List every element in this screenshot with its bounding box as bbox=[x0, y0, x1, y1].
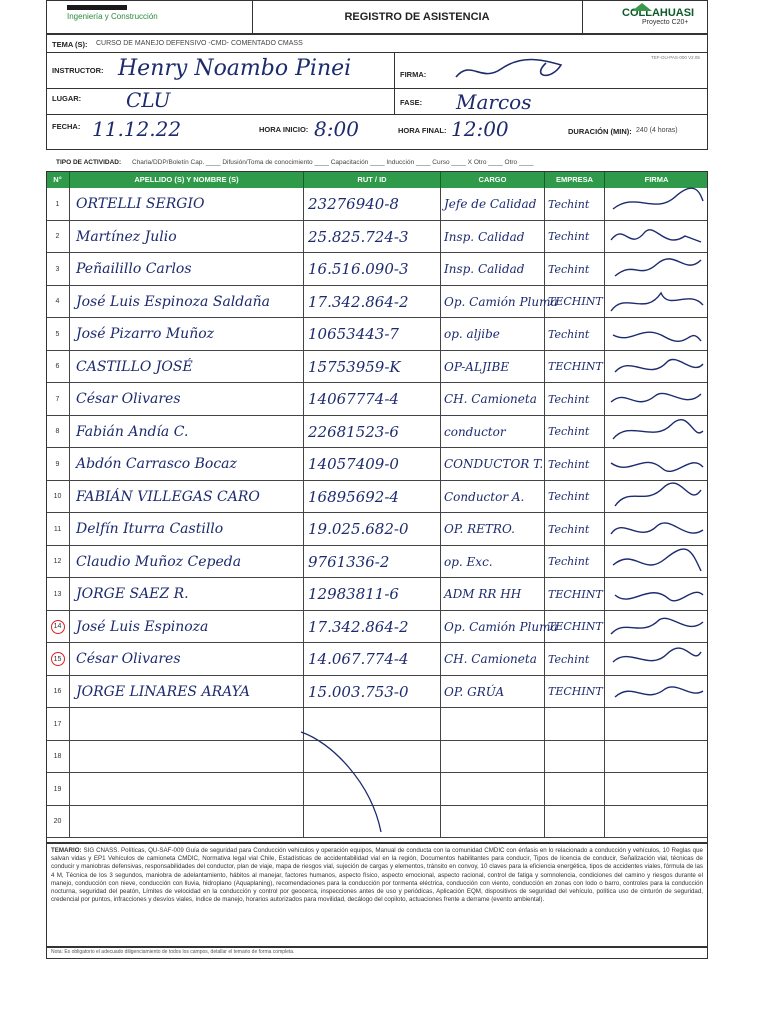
participant-empresa bbox=[545, 741, 605, 773]
col-header-firma: FIRMA bbox=[644, 175, 669, 184]
col-header-rut: RUT / ID bbox=[304, 171, 441, 188]
participant-signature bbox=[605, 806, 708, 838]
row-number bbox=[46, 351, 70, 383]
participant-name bbox=[70, 773, 304, 805]
participant-name: Peñailillo Carlos bbox=[70, 253, 304, 285]
collahuasi-logo bbox=[622, 7, 694, 26]
participant-rut: 16.516.090-3 bbox=[304, 253, 441, 285]
table-row bbox=[46, 643, 708, 676]
row-number bbox=[46, 188, 70, 220]
signature-scribble bbox=[605, 612, 705, 642]
signature-scribble bbox=[605, 254, 705, 284]
participant-cargo: OP. GRÚA bbox=[441, 676, 545, 708]
participant-signature bbox=[605, 741, 708, 773]
row-number bbox=[46, 221, 70, 253]
participant-rut: 22681523-6 bbox=[304, 416, 441, 448]
row-number-text: 17 bbox=[53, 720, 62, 728]
table-row bbox=[46, 416, 708, 449]
hora-final-value: 12:00 bbox=[451, 117, 509, 141]
instructor-signature bbox=[451, 55, 571, 85]
participant-cargo: op. aljibe bbox=[441, 318, 545, 350]
signature-scribble bbox=[605, 482, 705, 512]
table-row bbox=[46, 188, 708, 221]
row-number bbox=[46, 383, 70, 415]
row-number-text: 9 bbox=[55, 460, 60, 468]
participant-signature bbox=[605, 481, 708, 513]
row-number bbox=[46, 708, 70, 740]
row-number-text: 18 bbox=[53, 753, 62, 760]
participant-empresa bbox=[545, 708, 605, 740]
participant-name: José Pizarro Muñoz bbox=[70, 318, 304, 350]
tema-value: CURSO DE MANEJO DEFENSIVO -CMD- COMENTADO CMASS bbox=[96, 40, 303, 47]
participant-cargo: CONDUCTOR T. bbox=[441, 448, 545, 480]
temario-block bbox=[46, 843, 708, 947]
row-number-text: 19 bbox=[53, 785, 62, 793]
document-header bbox=[46, 0, 708, 34]
participant-signature bbox=[605, 578, 708, 610]
row-number-text: 6 bbox=[55, 363, 60, 370]
table-row bbox=[46, 676, 708, 709]
lugar-label: LUGAR: bbox=[52, 94, 82, 103]
participant-empresa: Techint bbox=[545, 318, 605, 350]
row-number-text: 1 bbox=[55, 200, 60, 208]
instructor-label: INSTRUCTOR: bbox=[52, 66, 104, 75]
participant-cargo bbox=[441, 741, 545, 773]
firma-label: FIRMA: bbox=[400, 70, 427, 79]
participant-cargo: Jefe de Calidad bbox=[441, 188, 545, 220]
table-row bbox=[46, 481, 708, 514]
activity-label: TIPO DE ACTIVIDAD: bbox=[56, 159, 122, 166]
row-number bbox=[46, 546, 70, 578]
signature-scribble bbox=[605, 287, 705, 317]
row-number bbox=[46, 286, 70, 318]
mountain-icon bbox=[632, 3, 652, 11]
table-row bbox=[46, 448, 708, 481]
fase-label: FASE: bbox=[400, 98, 423, 107]
row-number bbox=[46, 481, 70, 513]
participant-name: José Luis Espinoza Saldaña bbox=[70, 286, 304, 318]
table-row bbox=[46, 546, 708, 579]
participant-cargo: Insp. Calidad bbox=[441, 253, 545, 285]
contractor-tagline: Ingeniería y Construcción bbox=[67, 12, 158, 21]
table-row bbox=[46, 286, 708, 319]
row-number bbox=[46, 676, 70, 708]
row-number bbox=[46, 513, 70, 545]
signature-scribble bbox=[605, 677, 705, 707]
participant-rut: 9761336-2 bbox=[304, 546, 441, 578]
signature-scribble bbox=[605, 319, 705, 349]
row-number-text: 10 bbox=[53, 493, 62, 500]
project-name: Proyecto C20+ bbox=[642, 19, 689, 26]
row-number-text: 5 bbox=[55, 330, 60, 338]
lugar-value: CLU bbox=[126, 88, 171, 112]
row-number-text: 16 bbox=[53, 688, 62, 695]
participant-empresa: TECHINT bbox=[545, 351, 605, 383]
col-header-name: APELLIDO (S) Y NOMBRE (S) bbox=[70, 171, 304, 188]
fecha-label: FECHA: bbox=[52, 122, 81, 131]
participant-cargo: conductor bbox=[441, 416, 545, 448]
participant-name: Fabián Andía C. bbox=[70, 416, 304, 448]
participant-empresa: TECHINT bbox=[545, 578, 605, 610]
participant-name: Martínez Julio bbox=[70, 221, 304, 253]
table-row bbox=[46, 351, 708, 384]
participant-empresa: Techint bbox=[545, 513, 605, 545]
table-row bbox=[46, 513, 708, 546]
participant-cargo: OP. RETRO. bbox=[441, 513, 545, 545]
participant-name: César Olivares bbox=[70, 643, 304, 675]
participant-cargo bbox=[441, 708, 545, 740]
divider bbox=[394, 52, 395, 114]
row-number bbox=[46, 611, 70, 643]
row-number-text: 15 bbox=[53, 655, 62, 663]
duracion-value: 240 (4 horas) bbox=[636, 127, 678, 134]
participant-rut: 23276940-8 bbox=[304, 188, 441, 220]
participant-empresa: Techint bbox=[545, 416, 605, 448]
participant-signature bbox=[605, 513, 708, 545]
participant-rut: 12983811-6 bbox=[304, 578, 441, 610]
participant-rut: 17.342.864-2 bbox=[304, 286, 441, 318]
participant-name: JORGE LINARES ARAYA bbox=[70, 676, 304, 708]
participant-rut: 25.825.724-3 bbox=[304, 221, 441, 253]
table-row bbox=[46, 221, 708, 254]
activity-options: Charla/DDP/Boletín Cap. ____ Difusión/Toma de conocimiento ____ Capacitación ____ Inducción ____ Curso ____ X Otro ____ Otro ____ bbox=[132, 159, 534, 166]
participant-rut: 17.342.864-2 bbox=[304, 611, 441, 643]
document-title: REGISTRO DE ASISTENCIA bbox=[252, 1, 583, 33]
participant-name: José Luis Espinoza bbox=[70, 611, 304, 643]
form-code: TEF-OU-PAS-000 V2.05 bbox=[651, 55, 700, 60]
participant-cargo: Op. Camión Pluma bbox=[441, 286, 545, 318]
right-logo-cell bbox=[582, 1, 707, 33]
signature-scribble bbox=[605, 222, 705, 252]
left-logo-cell bbox=[47, 1, 253, 33]
row-number bbox=[46, 578, 70, 610]
participant-signature bbox=[605, 221, 708, 253]
highlight-circle bbox=[51, 620, 65, 634]
table-row bbox=[46, 383, 708, 416]
participant-empresa: Techint bbox=[545, 643, 605, 675]
table-row bbox=[46, 578, 708, 611]
participant-signature bbox=[605, 708, 708, 740]
table-row bbox=[46, 611, 708, 644]
participant-signature bbox=[605, 318, 708, 350]
participant-signature bbox=[605, 383, 708, 415]
divider bbox=[46, 52, 708, 53]
participant-signature bbox=[605, 286, 708, 318]
highlight-circle bbox=[51, 652, 65, 666]
fase-value: Marcos bbox=[456, 90, 532, 114]
participant-empresa: Techint bbox=[545, 383, 605, 415]
participant-name: Delfín Iturra Castillo bbox=[70, 513, 304, 545]
participant-signature bbox=[605, 253, 708, 285]
contractor-logo bbox=[67, 5, 158, 21]
participant-signature bbox=[605, 416, 708, 448]
participant-name: FABIÁN VILLEGAS CARO bbox=[70, 481, 304, 513]
participant-signature bbox=[605, 351, 708, 383]
row-number bbox=[46, 448, 70, 480]
signature-scribble bbox=[605, 189, 705, 219]
signature-scribble bbox=[605, 579, 705, 609]
participant-rut: 15.003.753-0 bbox=[304, 676, 441, 708]
col-header-n: N° bbox=[46, 171, 70, 188]
row-number-text: 7 bbox=[55, 395, 60, 403]
row-number-text: 20 bbox=[53, 818, 62, 825]
participant-rut: 14.067.774-4 bbox=[304, 643, 441, 675]
signature-scribble bbox=[605, 644, 705, 674]
signature-scribble bbox=[605, 384, 705, 414]
row-number bbox=[46, 806, 70, 838]
participant-empresa: Techint bbox=[545, 188, 605, 220]
participant-empresa bbox=[545, 773, 605, 805]
participant-rut: 19.025.682-0 bbox=[304, 513, 441, 545]
participant-rut: 15753959-K bbox=[304, 351, 441, 383]
participant-empresa: Techint bbox=[545, 221, 605, 253]
footer-note: Nota: Es obligatorio el adecuado diligenciamiento de todos los campos, detallar el temario de forma completa. bbox=[46, 947, 708, 959]
row-number-text: 11 bbox=[53, 525, 62, 533]
participant-empresa: TECHINT bbox=[545, 611, 605, 643]
participant-rut: 10653443-7 bbox=[304, 318, 441, 350]
participant-cargo bbox=[441, 773, 545, 805]
row-number-text: 14 bbox=[53, 623, 62, 630]
table-header bbox=[46, 171, 708, 188]
participant-cargo: op. Exc. bbox=[441, 546, 545, 578]
participant-empresa: TECHINT bbox=[545, 286, 605, 318]
row-number bbox=[46, 253, 70, 285]
empty-rows-strike bbox=[291, 722, 411, 842]
participant-signature bbox=[605, 188, 708, 220]
signature-scribble bbox=[605, 352, 705, 382]
participant-empresa: Techint bbox=[545, 253, 605, 285]
row-number-text: 12 bbox=[53, 558, 62, 565]
participant-cargo: Conductor A. bbox=[441, 481, 545, 513]
participant-cargo: CH. Camioneta bbox=[441, 383, 545, 415]
participant-cargo: CH. Camioneta bbox=[441, 643, 545, 675]
col-header-empresa: EMPRESA bbox=[545, 171, 605, 188]
participant-rut: 16895692-4 bbox=[304, 481, 441, 513]
participant-rut: 14057409-0 bbox=[304, 448, 441, 480]
participant-name: ORTELLI SERGIO bbox=[70, 188, 304, 220]
participant-empresa: TECHINT bbox=[545, 676, 605, 708]
participant-name: César Olivares bbox=[70, 383, 304, 415]
table-row bbox=[46, 253, 708, 286]
row-number-text: 8 bbox=[55, 428, 60, 435]
participant-name bbox=[70, 741, 304, 773]
participant-signature bbox=[605, 676, 708, 708]
divider bbox=[46, 114, 708, 115]
temario-text: SIG CNASS. Políticas, QU-SAF-009 Guía de seguridad para Conducción vehículos y operación equipos, Manual de conducta con la comunidad CMDIC con énfasis en lo relacionado a conducción y vehículos, 10 Reglas que salvan vidas y EP1 Vehículos de camioneta CMDIC, Normativa legal vial Chile, Estadísticas de accidentabilidad vial en la región, Documentos habilitantes para conducir, Tipos de licencia de conducir, Señalización vial, técnicas de conducir y maniobras defensivas, responsabilidades del conductor, plan de viaje, mapa de riesgos vial, sujeción de cargas y elementos, tránsito en convoy, 10 claves para la eficiencia energética, tipos de accidentes viales, fórmula de las 4 M, Técnica de los 3 segundos, maniobra de adelantamiento, hábitos al manejar, factores humanos, aspecto físico, aspecto emocional, aspecto racional, control de fatiga y somnolencia, condiciones del camino y riesgos durante el manejo, conducción con nieve, conducción con lluvia, hidroplano (Aquaplaning), recomendaciones para la conducción por tormenta eléctrica, conducción con viento, conducción en zonas con lodo o barro, controles para la conducción nocturna, seguridad del peatón, Límites de velocidad en la conducción y control por geocerca, inspecciones antes de uso y periódicas, Aplicación EQM, dispositivos de seguridad del vehículo, política uso de cinturón de seguridad, credencial por puntos, infracciones y desvíos viales, índice de manejo, horarios autorizados para movilidad, decálogo del copiloto, actuaciones frente a derrame (evento ambiental). bbox=[51, 847, 703, 904]
hora-final-label: HORA FINAL: bbox=[398, 126, 447, 135]
participant-name: Claudio Muñoz Cepeda bbox=[70, 546, 304, 578]
row-number bbox=[46, 416, 70, 448]
row-number-text: 3 bbox=[55, 265, 60, 273]
row-number-text: 2 bbox=[55, 233, 60, 240]
participant-signature bbox=[605, 448, 708, 480]
participant-signature bbox=[605, 611, 708, 643]
participant-name: Abdón Carrasco Bocaz bbox=[70, 448, 304, 480]
client-name: COLLAHUASI bbox=[622, 7, 695, 19]
row-number bbox=[46, 318, 70, 350]
participant-cargo bbox=[441, 806, 545, 838]
participant-name: CASTILLO JOSÉ bbox=[70, 351, 304, 383]
signature-scribble bbox=[605, 449, 705, 479]
table-row bbox=[46, 318, 708, 351]
participant-cargo: Op. Camión Pluma bbox=[441, 611, 545, 643]
fecha-value: 11.12.22 bbox=[92, 117, 182, 141]
participant-signature bbox=[605, 643, 708, 675]
temario-label: TEMARIO: bbox=[51, 847, 82, 854]
signature-scribble bbox=[605, 547, 705, 577]
tema-label: TEMA (S): bbox=[52, 40, 88, 49]
participant-signature bbox=[605, 546, 708, 578]
participant-rut: 14067774-4 bbox=[304, 383, 441, 415]
participant-empresa bbox=[545, 806, 605, 838]
participant-name bbox=[70, 708, 304, 740]
participant-empresa: Techint bbox=[545, 481, 605, 513]
participant-cargo: OP-ALJIBE bbox=[441, 351, 545, 383]
row-number-text: 4 bbox=[55, 298, 60, 305]
participant-empresa: Techint bbox=[545, 546, 605, 578]
row-number bbox=[46, 773, 70, 805]
row-number-text: 13 bbox=[53, 590, 62, 598]
participant-signature bbox=[605, 773, 708, 805]
row-number bbox=[46, 741, 70, 773]
col-header-cargo: CARGO bbox=[441, 171, 545, 188]
hora-inicio-label: HORA INICIO: bbox=[259, 125, 309, 134]
duracion-label: DURACIÓN (MIN): bbox=[568, 127, 632, 136]
participant-cargo: Insp. Calidad bbox=[441, 221, 545, 253]
row-number bbox=[46, 643, 70, 675]
signature-scribble bbox=[605, 514, 705, 544]
signature-scribble bbox=[605, 417, 705, 447]
participant-name bbox=[70, 806, 304, 838]
participant-empresa: Techint bbox=[545, 448, 605, 480]
hora-inicio-value: 8:00 bbox=[314, 117, 359, 141]
instructor-value: Henry Noambo Pinei bbox=[118, 56, 352, 81]
participant-name: JORGE SAEZ R. bbox=[70, 578, 304, 610]
participant-cargo: ADM RR HH bbox=[441, 578, 545, 610]
attendance-sheet bbox=[46, 0, 708, 1000]
